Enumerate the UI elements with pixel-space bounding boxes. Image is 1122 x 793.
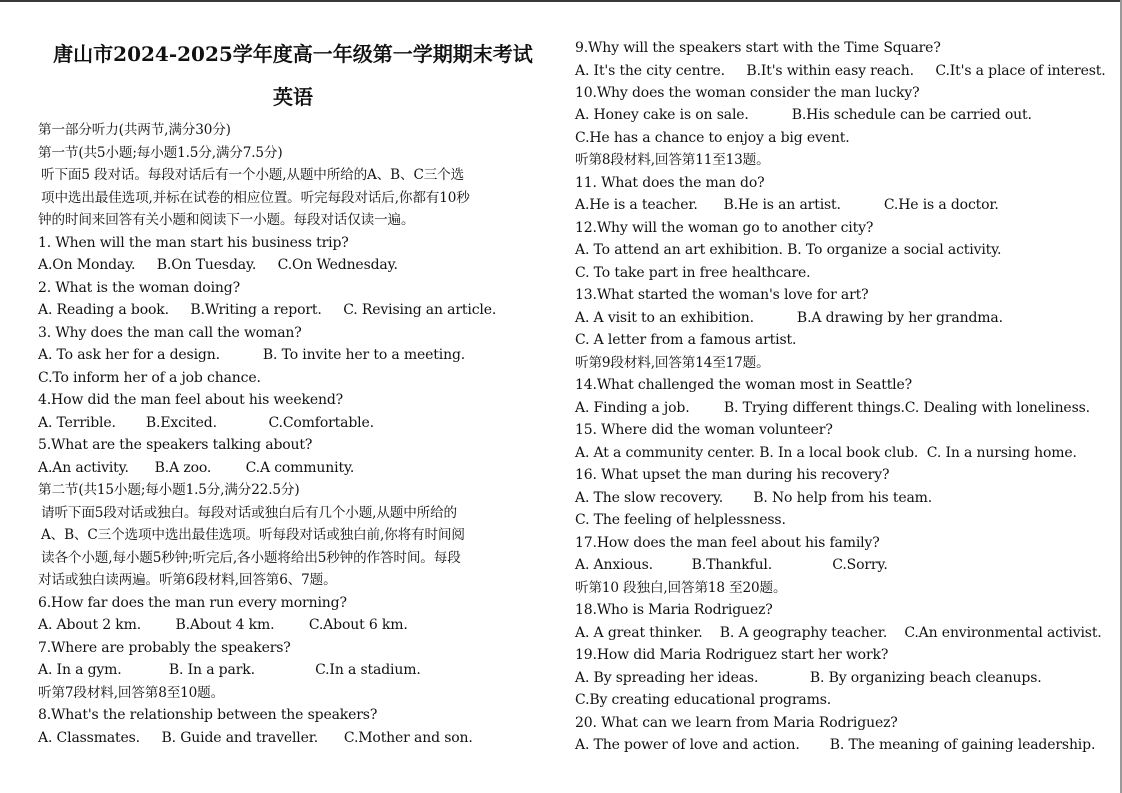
options-13: A. A visit to an exhibition. B.A drawing by her grandma. (575, 310, 1003, 326)
material-note: 听第8段材料,回答第11至13题。 (575, 152, 770, 168)
instruction-line: 项中选出最佳选项,并标在试卷的相应位置。听完每段对话后,你都有10秒 (41, 190, 470, 206)
options-10-cont: C.He has a chance to enjoy a big event. (575, 130, 850, 146)
instruction-line: 听下面5 段对话。每段对话后有一个小题,从题中所给的A、B、C三个选 (41, 167, 465, 183)
question-11: 11. What does the man do? (575, 175, 765, 191)
options-8: A. Classmates. B. Guide and traveller. C.Mother and son. (38, 730, 473, 746)
question-6: 6.How far does the man run every morning? (38, 595, 347, 611)
part-heading: 第一部分听力(共两节,满分30分) (38, 122, 231, 138)
question-17: 17.How does the man feel about his family? (575, 535, 880, 551)
question-8: 8.What's the relationship between the speakers? (38, 707, 378, 723)
options-11: A.He is a teacher. B.He is an artist. C.He is a doctor. (575, 197, 999, 213)
material-note: 听第10 段独白,回答第18 至20题。 (575, 580, 787, 596)
options-3: A. To ask her for a design. B. To invite her to a meeting. (38, 347, 466, 363)
options-7: A. In a gym. B. In a park. C.In a stadium. (38, 662, 421, 678)
question-4: 4.How did the man feel about his weekend? (38, 392, 344, 408)
options-13-cont: C. A letter from a famous artist. (575, 332, 797, 348)
options-4: A. Terrible. B.Excited. C.Comfortable. (38, 415, 374, 431)
instruction-line: A、B、C三个选项中选出最佳选项。听每段对话或独白前,你将有时间阅 (41, 527, 465, 543)
question-1: 1. When will the man start his business trip? (38, 235, 349, 251)
question-10: 10.Why does the woman consider the man lucky? (575, 85, 920, 101)
page-top-border (0, 0, 1122, 2)
section-heading: 第一节(共5小题;每小题1.5分,满分7.5分) (38, 145, 283, 161)
options-5: A.An activity. B.A zoo. C.A community. (38, 460, 355, 476)
question-9: 9.Why will the speakers start with the Time Square? (575, 40, 941, 56)
options-17: A. Anxious. B.Thankful. C.Sorry. (575, 557, 888, 573)
options-18: A. A great thinker. B. A geography teacher. C.An environmental activist. (575, 625, 1102, 641)
options-12-cont: C. To take part in free healthcare. (575, 265, 811, 281)
material-note: 听第7段材料,回答第8至10题。 (38, 685, 225, 701)
options-3-cont: C.To inform her of a job chance. (38, 370, 261, 386)
options-9: A. It's the city centre. B.It's within easy reach. C.It's a place of interest. (575, 63, 1106, 79)
instruction-line: 请听下面5段对话或独白。每段对话或独白后有几个小题,从题中所给的 (41, 505, 457, 521)
instruction-line: 对话或独白读两遍。听第6段材料,回答第6、7题。 (38, 572, 337, 588)
question-13: 13.What started the woman's love for art? (575, 287, 869, 303)
question-20: 20. What can we learn from Maria Rodriguez? (575, 715, 898, 731)
question-2: 2. What is the woman doing? (38, 280, 240, 296)
section-heading: 第二节(共15小题;每小题1.5分,满分22.5分) (38, 482, 300, 498)
question-7: 7.Where are probably the speakers? (38, 640, 291, 656)
options-16: A. The slow recovery. B. No help from his team. (575, 490, 933, 506)
options-14: A. Finding a job. B. Trying different things.C. Dealing with loneliness. (575, 400, 1090, 416)
instruction-line: 读各个小题,每小题5秒钟;听完后,各小题将给出5秒钟的作答时间。每段 (41, 550, 461, 566)
question-12: 12.Why will the woman go to another city? (575, 220, 874, 236)
question-18: 18.Who is Maria Rodriguez? (575, 602, 773, 618)
question-5: 5.What are the speakers talking about? (38, 437, 313, 453)
question-3: 3. Why does the man call the woman? (38, 325, 302, 341)
question-14: 14.What challenged the woman most in Seattle? (575, 377, 912, 393)
options-2: A. Reading a book. B.Writing a report. C. Revising an article. (38, 302, 497, 318)
question-15: 15. Where did the woman volunteer? (575, 422, 833, 438)
options-1: A.On Monday. B.On Tuesday. C.On Wednesday. (38, 257, 398, 273)
options-19-cont: C.By creating educational programs. (575, 692, 832, 708)
options-15: A. At a community center. B. In a local book club. C. In a nursing home. (575, 445, 1077, 461)
options-16-cont: C. The feeling of helplessness. (575, 512, 786, 528)
exam-title: 唐山市2024-2025学年度高一年级第一学期期末考试 (53, 42, 533, 66)
question-19: 19.How did Maria Rodriguez start her work? (575, 647, 889, 663)
material-note: 听第9段材料,回答第14至17题。 (575, 355, 770, 371)
instruction-line: 钟的时间来回答有关小题和阅读下一小题。每段对话仅读一遍。 (38, 212, 415, 228)
question-16: 16. What upset the man during his recovery? (575, 467, 890, 483)
options-6: A. About 2 km. B.About 4 km. C.About 6 km. (38, 617, 408, 633)
options-12: A. To attend an art exhibition. B. To organize a social activity. (575, 242, 1002, 258)
options-10: A. Honey cake is on sale. B.His schedule can be carried out. (575, 107, 1032, 123)
exam-subject: 英语 (273, 85, 313, 109)
options-19: A. By spreading her ideas. B. By organizing beach cleanups. (575, 670, 1042, 686)
options-20: A. The power of love and action. B. The meaning of gaining leadership. (575, 737, 1096, 753)
